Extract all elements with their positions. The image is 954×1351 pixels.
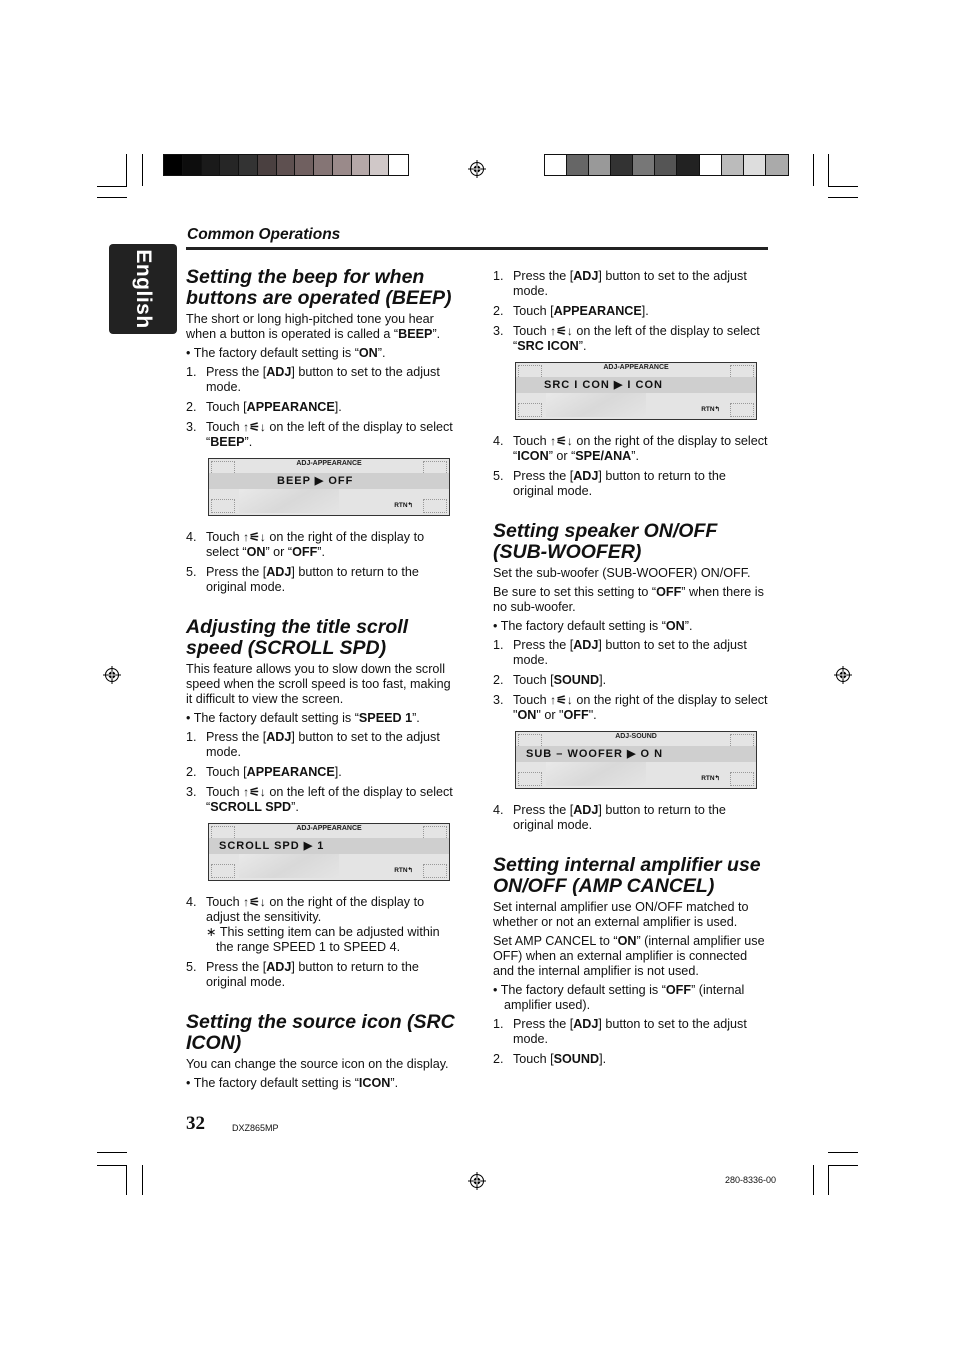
model-number: DXZ865MP (232, 1123, 279, 1133)
crop-mark (97, 1165, 127, 1166)
color-swatch (633, 155, 655, 175)
amp-intro: Set internal amplifier use ON/OFF matched to whether or not an external amplifier is used. (493, 900, 749, 929)
src-default: • The factory default setting is “ICON”. (186, 1076, 399, 1090)
src-steps-cont (493, 434, 768, 499)
color-swatch (258, 155, 277, 175)
scroll-default: • The factory default setting is “SPEED 1”. (186, 711, 420, 725)
color-swatch (220, 155, 239, 175)
step-item: 5. Press the [ADJ] button to return to the original mode. (186, 960, 419, 989)
lcd-text: BEEP ▶ OFF (277, 475, 354, 487)
header-rule (186, 247, 768, 250)
up-touch-down-icon: ↑⚟↓ (550, 693, 573, 707)
color-bar-right (544, 154, 789, 176)
step-note: ∗ This setting item can be adjusted within the range SPEED 1 to SPEED 4. (206, 925, 440, 954)
amp-steps (493, 1017, 768, 1067)
src-heading: Setting the source icon (SRC ICON) (186, 1011, 455, 1054)
color-swatch (677, 155, 699, 175)
step-item: 1. Press the [ADJ] button to set to the adjust mode. (186, 730, 440, 759)
lcd-text: SRC I CON ▶ I CON (544, 379, 663, 391)
scroll-heading: Adjusting the title scroll speed (SCROLL SPD) (186, 616, 409, 659)
crop-mark (97, 197, 127, 198)
crop-mark (126, 1165, 127, 1195)
language-tab-label: English (132, 249, 155, 329)
color-swatch (655, 155, 677, 175)
lcd-display-src: ADJ-APPEARANCE SRC I CON ▶ I CON RTN↰ (515, 362, 757, 420)
lcd-display-sub: ADJ-SOUND SUB – WOOFER ▶ O N RTN↰ (515, 731, 757, 789)
src-intro: You can change the source icon on the display. (186, 1057, 449, 1071)
crop-mark (828, 1152, 858, 1153)
step-item: 1. Press the [ADJ] button to set to the adjust mode. (493, 1017, 747, 1046)
sub-intro: Set the sub-woofer (SUB-WOOFER) ON/OFF. (493, 566, 751, 580)
step-item: 2. Touch [APPEARANCE]. (186, 400, 342, 414)
step-item: 4. Touch ↑⚟↓ on the right of the display to select “ICON” or “SPE/ANA”. (493, 434, 768, 463)
rtn-label: RTN↰ (394, 502, 413, 509)
step-item: 3. Touch ↑⚟↓ on the left of the display to select “SRC ICON”. (493, 324, 760, 353)
left-column (186, 267, 458, 1095)
step-item: 1. Press the [ADJ] button to set to the adjust mode. (186, 365, 440, 394)
color-swatch (333, 155, 352, 175)
language-tab (109, 244, 177, 334)
color-swatch (744, 155, 766, 175)
step-item: 2. Touch [APPEARANCE]. (493, 304, 649, 318)
step-item: 2. Touch [SOUND]. (493, 1052, 607, 1066)
sub-default: • The factory default setting is “ON”. (493, 619, 693, 633)
step-item: 3. Touch ↑⚟↓ on the left of the display to select “SCROLL SPD”. (186, 785, 453, 814)
page-number: 32 (186, 1113, 205, 1134)
color-swatch (183, 155, 202, 175)
beep-steps-cont (186, 530, 458, 595)
crop-mark (813, 154, 814, 186)
crop-mark (813, 1165, 814, 1195)
lcd-text: SUB – WOOFER ▶ O N (526, 748, 664, 760)
sub-intro-2: Be sure to set this setting to “OFF” when there is no sub-woofer. (493, 585, 764, 614)
color-swatch (611, 155, 633, 175)
registration-mark-icon (468, 160, 486, 178)
beep-heading: Setting the beep for when buttons are operated (BEEP) (186, 266, 452, 309)
scroll-steps-cont (186, 895, 458, 990)
color-swatch (370, 155, 389, 175)
color-swatch (389, 155, 408, 175)
step-item: 4. Touch ↑⚟↓ on the right of the display to select “ON” or “OFF”. (186, 530, 425, 559)
crop-mark (828, 186, 858, 187)
step-item: 4. Press the [ADJ] button to return to the original mode. (493, 803, 726, 832)
step-item: 1. Press the [ADJ] button to set to the adjust mode. (493, 638, 747, 667)
color-swatch (700, 155, 722, 175)
crop-mark (828, 197, 858, 198)
sub-steps (493, 638, 768, 723)
step-item: 5. Press the [ADJ] button to return to the original mode. (186, 565, 419, 594)
crop-mark (142, 1165, 143, 1195)
up-touch-down-icon: ↑⚟↓ (243, 420, 266, 434)
right-column (493, 269, 768, 1072)
rtn-label: RTN↰ (701, 775, 720, 782)
color-swatch (239, 155, 258, 175)
step-item: 2. Touch [SOUND]. (493, 673, 607, 687)
lcd-display-scroll: ADJ-APPEARANCE SCROLL SPD ▶ 1 RTN↰ (208, 823, 450, 881)
step-item: 3. Touch ↑⚟↓ on the right of the display to select "ON" or "OFF". (493, 693, 768, 722)
color-swatch (766, 155, 788, 175)
registration-mark-icon (468, 1172, 486, 1190)
src-steps (493, 269, 768, 354)
color-swatch (277, 155, 296, 175)
color-swatch (567, 155, 589, 175)
crop-mark (97, 186, 127, 187)
color-swatch (314, 155, 333, 175)
color-swatch (722, 155, 744, 175)
document-code: 280-8336-00 (725, 1175, 777, 1185)
color-swatch (202, 155, 221, 175)
lcd-text: SCROLL SPD ▶ 1 (219, 840, 325, 852)
step-item: 2. Touch [APPEARANCE]. (186, 765, 342, 779)
color-swatch (164, 155, 183, 175)
crop-mark (142, 154, 143, 186)
color-swatch (295, 155, 314, 175)
scroll-intro: This feature allows you to slow down the scroll speed when the scroll speed is too fast, making it difficult to view the screen. (186, 662, 451, 706)
crop-mark (97, 1152, 127, 1153)
color-swatch (545, 155, 567, 175)
rtn-label: RTN↰ (394, 867, 413, 874)
section-header: Common Operations (187, 226, 341, 243)
amp-heading: Setting internal amplifier use ON/OFF (AMP CANCEL) (493, 854, 761, 897)
color-swatch (352, 155, 371, 175)
up-touch-down-icon: ↑⚟↓ (243, 530, 266, 544)
step-item: 3. Touch ↑⚟↓ on the left of the display to select “BEEP”. (186, 420, 453, 449)
rtn-label: RTN↰ (701, 406, 720, 413)
beep-intro: The short or long high-pitched tone you hear when a button is operated is called a “BEEP”. (186, 312, 441, 341)
lcd-display-beep: ADJ-APPEARANCE BEEP ▶ OFF RTN↰ (208, 458, 450, 516)
beep-steps (186, 365, 458, 450)
registration-mark-icon (103, 666, 121, 684)
crop-mark (828, 1165, 829, 1195)
sub-heading: Setting speaker ON/OFF (SUB-WOOFER) (493, 520, 718, 563)
crop-mark (126, 154, 127, 186)
scroll-steps (186, 730, 458, 815)
registration-mark-icon (834, 666, 852, 684)
amp-intro-2: Set AMP CANCEL to “ON” (internal amplifier use OFF) when an external amplifier is connected and the internal amplifier is not used. (493, 934, 765, 978)
amp-default: • The factory default setting is “OFF” (internal amplifier used). (493, 983, 745, 1012)
crop-mark (828, 154, 829, 186)
color-bar-left (163, 154, 409, 176)
step-item: 1. Press the [ADJ] button to set to the adjust mode. (493, 269, 747, 298)
up-touch-down-icon: ↑⚟↓ (550, 324, 573, 338)
up-touch-down-icon: ↑⚟↓ (243, 785, 266, 799)
up-touch-down-icon: ↑⚟↓ (243, 895, 266, 909)
color-swatch (589, 155, 611, 175)
step-item: 5. Press the [ADJ] button to return to the original mode. (493, 469, 726, 498)
crop-mark (828, 1165, 858, 1166)
step-item: 4. Touch ↑⚟↓ on the right of the display to adjust the sensitivity. ∗ This setting item can be adjusted within the range SPEED 1 to SPEED 4. (186, 895, 458, 955)
up-touch-down-icon: ↑⚟↓ (550, 434, 573, 448)
sub-steps-cont (493, 803, 768, 833)
beep-default: • The factory default setting is “ON”. (186, 346, 386, 360)
